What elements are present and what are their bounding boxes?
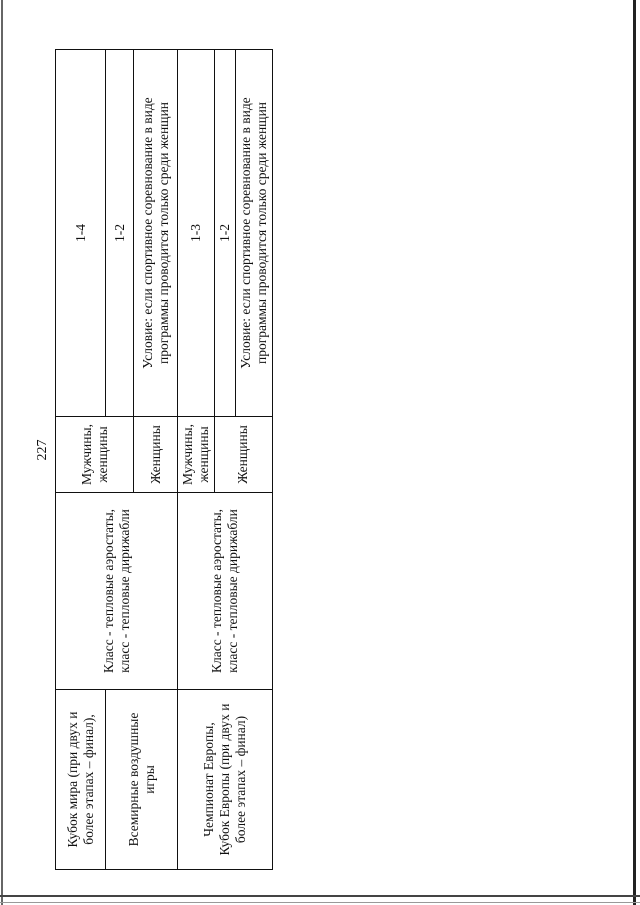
gender-line: женщины	[94, 426, 110, 483]
event-line: Кубок Европы (при двух и	[216, 703, 232, 856]
event-line: Кубок мира (при двух и	[64, 711, 80, 848]
event-line: Чемпионат Европы,	[200, 722, 216, 837]
event-line: более этапах – финал),	[80, 714, 96, 845]
gender-line: Мужчины,	[180, 424, 195, 485]
scan-edge-right	[633, 0, 636, 905]
scan-edge-left	[1, 0, 3, 905]
table-row	[178, 50, 215, 870]
class-line: Класс - тепловые аэростаты,	[208, 508, 224, 674]
table-row	[56, 50, 98, 870]
class-cell	[178, 493, 273, 690]
gender-cell	[178, 417, 215, 493]
condition-line: Условие: если спортивное соревнование в виде	[139, 97, 155, 369]
gender-line: Мужчины,	[78, 424, 94, 485]
scan-edge-bottom	[0, 895, 640, 897]
event-cell	[178, 690, 273, 870]
event-cell	[106, 690, 178, 870]
scan-edge-bottom-inner	[0, 902, 640, 903]
result-cell: 1-2	[106, 50, 134, 417]
gender-line: женщины	[195, 426, 211, 483]
class-line: Класс - тепловые аэростаты,	[100, 508, 116, 674]
gender-cell	[56, 417, 134, 493]
classification-table	[55, 49, 273, 870]
gender-cell: Женщины	[134, 417, 178, 493]
gender-cell: Женщины	[214, 417, 272, 493]
result-cell: 1-3	[178, 50, 215, 417]
event-line: Всемирные воздушные	[125, 712, 141, 847]
class-line: класс - тепловые дирижабли	[116, 509, 132, 673]
rotated-content	[35, 50, 269, 870]
event-line: игры	[141, 765, 157, 794]
condition-line: программы проводится только среди женщин	[253, 101, 269, 365]
event-line: более этапах – финал)	[232, 715, 248, 844]
condition-line: программы проводится только среди женщин	[155, 101, 171, 365]
class-cell	[56, 493, 178, 690]
result-cell: 1-4	[56, 50, 106, 417]
condition-cell	[235, 50, 272, 417]
condition-cell	[134, 50, 178, 417]
event-cell	[56, 690, 106, 870]
condition-line: Условие: если спортивное соревнование в виде	[237, 97, 253, 369]
page-number: 227	[35, 439, 50, 461]
class-line: класс - тепловые дирижабли	[224, 509, 240, 673]
result-cell: 1-2	[214, 50, 235, 417]
